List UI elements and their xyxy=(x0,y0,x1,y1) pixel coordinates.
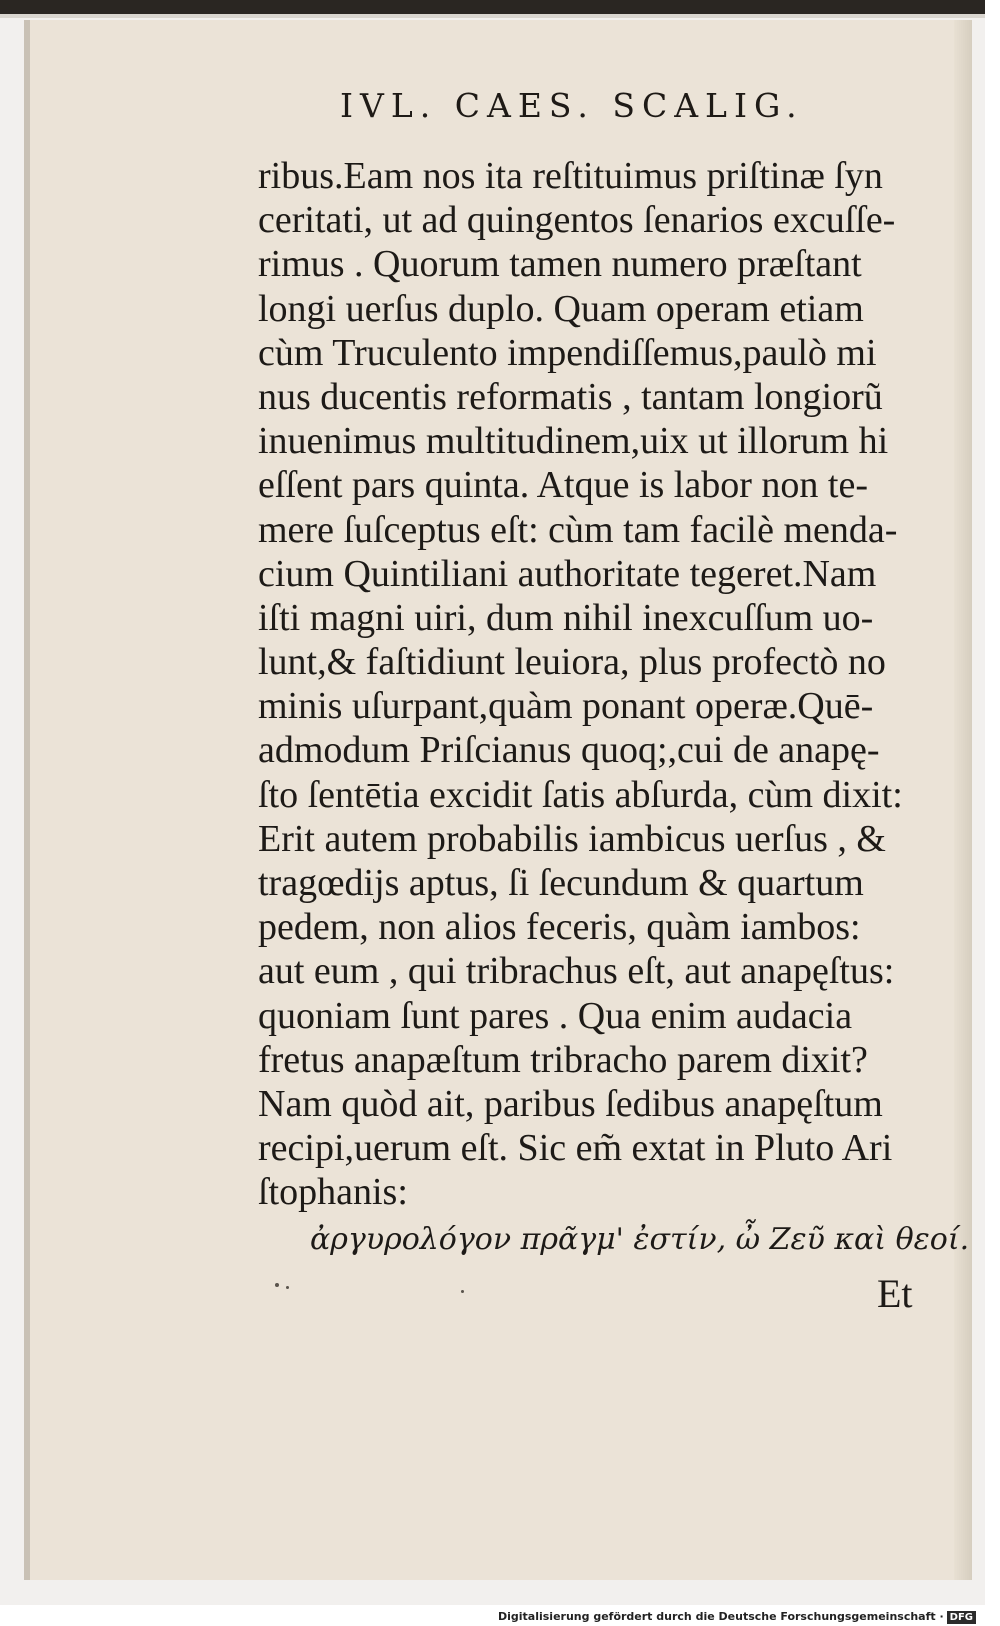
text-line: Erit autem probabilis iambicus uerſus , & xyxy=(258,817,886,860)
digitization-credit xyxy=(498,1610,976,1624)
text-line: tragœdijs aptus, ſi ſecundum & quartum xyxy=(258,862,864,904)
text-line: ribus.Eam nos ita reſtituimus priſtinæ ſyn xyxy=(258,155,883,197)
text-line: inuenimus multitudinem,uix ut illorum hi xyxy=(258,420,889,463)
text-line: quoniam ſunt pares . Qua enim audacia xyxy=(258,994,853,1037)
text-line: cium Quintiliani authoritate tegeret.Nam xyxy=(258,552,877,595)
running-head: IVL. CAES. SCALIG. xyxy=(340,86,804,125)
ink-speck xyxy=(275,1283,279,1287)
text-line: ſtophanis: xyxy=(258,1171,408,1214)
scan-top-edge-highlight xyxy=(0,14,985,18)
text-line: lunt,& faſtidiunt leuiora, plus profectò no xyxy=(258,641,886,684)
text-line: ceritati, ut ad quingentos ſenarios excuſſe- xyxy=(258,199,896,242)
text-line: eſſent pars quinta. Atque is labor non te- xyxy=(258,464,868,507)
text-line: longi uerſus duplo. Quam operam etiam xyxy=(258,287,864,330)
text-line: pedem, non alios feceris, quàm iambos: xyxy=(258,906,861,949)
credit-text: Digitalisierung gefördert durch die Deutsche Forschungsgemeinschaft · xyxy=(497,1610,944,1623)
page-fore-edge xyxy=(954,20,972,1580)
text-line: rimus . Quorum tamen numero præſtant xyxy=(258,243,862,286)
ink-speck xyxy=(286,1286,289,1289)
scan-top-edge xyxy=(0,0,985,14)
text-line: admodum Priſcianus quoq;,cui de anapę- xyxy=(258,729,880,772)
ink-speck xyxy=(461,1290,464,1293)
dfg-logo: DFG xyxy=(947,1611,976,1624)
catchword: Et xyxy=(877,1271,913,1316)
text-line: cùm Truculento impendiſſemus,paulò mi xyxy=(258,331,877,374)
body-text xyxy=(258,154,926,1215)
text-line: recipi,uerum eſt. Sic em̃ extat in Pluto Ari xyxy=(258,1127,893,1170)
text-line: Nam quòd ait, paribus ſedibus anapęſtum xyxy=(258,1082,883,1125)
text-line: mere ſuſceptus eſt: cùm tam facilè menda- xyxy=(258,508,898,551)
greek-quotation: ἀργυρολόγον πρᾶγμ' ἐστίν, ὦ Ζεῦ καὶ θεοί. xyxy=(310,1222,970,1257)
text-line: ſto ſentētia excidit ſatis abſurda, cùm dixit: xyxy=(258,773,903,816)
text-line: minis uſurpant,quàm ponant operæ.Quē- xyxy=(258,685,874,728)
text-line: fretus anapæſtum tribracho parem dixit? xyxy=(258,1038,868,1081)
text-line: aut eum , qui tribrachus eſt, aut anapęſtus: xyxy=(258,950,895,993)
text-line: nus ducentis reformatis , tantam longiorũ xyxy=(258,375,883,418)
text-line: iſti magni uiri, dum nihil inexcuſſum uo- xyxy=(258,596,874,639)
